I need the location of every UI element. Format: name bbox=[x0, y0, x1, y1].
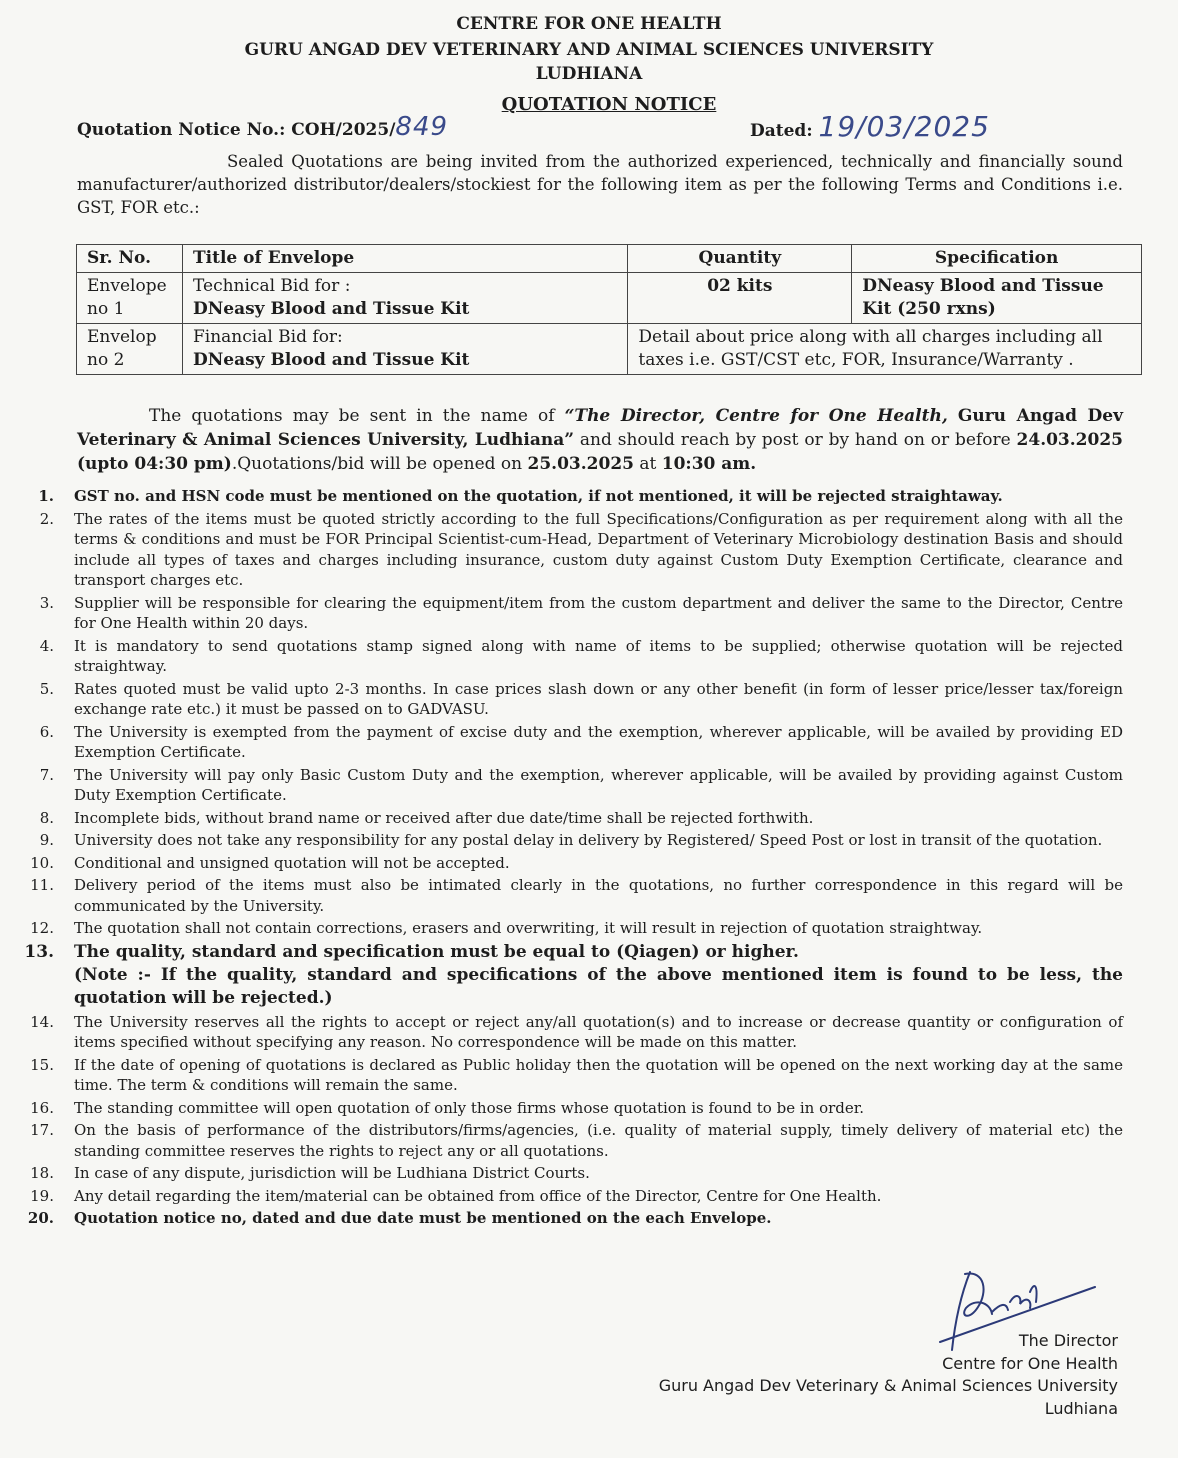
header-centre: CENTRE FOR ONE HEALTH bbox=[456, 14, 722, 34]
signatory-university: Guru Angad Dev Veterinary & Animal Sciences University bbox=[658, 1376, 1118, 1395]
terms-list bbox=[0, 486, 1123, 1231]
row2-title-prefix: Financial Bid for: bbox=[192, 327, 343, 347]
row1-specification: DNeasy Blood and Tissue Kit (250 rxns) bbox=[852, 273, 1142, 324]
para-opening-date: 25.03.2025 bbox=[527, 454, 634, 474]
para-addressee: “The Director, Centre for One Health, bbox=[564, 406, 948, 426]
list-item: 7. The University will pay only Basic Custom Duty and the exemption, wherever applicable, will be availed by providing against Custom Duty Exemption Certificate. bbox=[39, 765, 1123, 804]
list-item: 10. Conditional and unsigned quotation will not be accepted. bbox=[30, 853, 510, 872]
table-header-row bbox=[77, 245, 1142, 273]
list-item: 6. The University is exempted from the payment of excise duty and the exemption, wherever applicable, will be availed by providing ED Exemption Certificate. bbox=[39, 722, 1123, 761]
para-text: and should reach by post or by hand on or before bbox=[579, 430, 1011, 450]
notice-title: QUOTATION NOTICE bbox=[501, 94, 717, 115]
row1-title bbox=[182, 273, 627, 324]
list-item: 17. On the basis of performance of the distributors/firms/agencies, (i.e. quality of material supply, timely delivery of material etc) the standing committee reserves the rights to reject any or all quotations. bbox=[30, 1121, 1123, 1160]
list-item: 11. Delivery period of the items must also be intimated clearly in the quotations, no further correspondence in this regard will be communicated by the University. bbox=[30, 876, 1123, 915]
list-item: 8. Incomplete bids, without brand name or received after due date/time shall be rejected forthwith. bbox=[39, 808, 814, 827]
envelope-table bbox=[76, 244, 1142, 375]
para-opening-time: 10:30 am. bbox=[661, 454, 757, 474]
row2-title bbox=[182, 324, 627, 375]
list-item: 18. In case of any dispute, jurisdiction will be Ludhiana District Courts. bbox=[30, 1164, 590, 1182]
list-item: 3. Supplier will be responsible for clearing the equipment/item from the custom department and deliver the same to the Director, Centre for One Health within 20 days. bbox=[39, 593, 1123, 632]
row1-quantity: 02 kits bbox=[628, 273, 852, 324]
signature-block bbox=[659, 1330, 1118, 1420]
list-item: 16. The standing committee will open quotation of only those firms whose quotation is found to be in order. bbox=[30, 1098, 865, 1117]
signatory-city: Ludhiana bbox=[1044, 1398, 1118, 1418]
list-item: 9. University does not take any responsibility for any postal delay in delivery by Registered/ Speed Post or lost in transit of the quotation. bbox=[39, 831, 1103, 849]
signatory-title: The Director bbox=[1018, 1331, 1118, 1350]
para-university: Guru Angad Dev Veterinary & Animal Sciences University, Ludhiana” bbox=[77, 406, 1123, 450]
list-item: 12. The quotation shall not contain corrections, erasers and overwriting, it will result in rejection of quotation straightway. bbox=[30, 919, 983, 937]
para-text: at bbox=[639, 454, 657, 474]
list-item: 14. The University reserves all the rights to accept or reject any/all quotation(s) and to increase or decrease quantity or configuration of items specified without specifying any reason. No correspondence will be made on this matter. bbox=[30, 1012, 1123, 1051]
row1-title-item: DNeasy Blood and Tissue Kit bbox=[192, 299, 470, 319]
header-quantity: Quantity bbox=[628, 245, 852, 273]
signatory-centre: Centre for One Health bbox=[942, 1353, 1118, 1373]
notice-number bbox=[77, 112, 448, 142]
list-item: 4. It is mandatory to send quotations stamp signed along with name of items to be supplied; otherwise quotation will be rejected straightway. bbox=[39, 636, 1123, 675]
para-due-date: 24.03.2025 (upto 04:30 pm) bbox=[77, 430, 1123, 474]
notice-number-handwritten: 849 bbox=[395, 112, 449, 142]
table-row bbox=[77, 273, 1142, 324]
row2-detail: Detail about price along with all charges including all taxes i.e. GST/CST etc, FOR, Insurance/Warranty . bbox=[628, 324, 1142, 375]
header-title: Title of Envelope bbox=[182, 245, 627, 273]
row2-sr: Envelop no 2 bbox=[77, 324, 183, 375]
notice-number-label: Quotation Notice No.: COH/2025/ bbox=[77, 120, 396, 140]
notice-date bbox=[750, 110, 990, 143]
header-university: GURU ANGAD DEV VETERINARY AND ANIMAL SCIENCES UNIVERSITY bbox=[244, 40, 934, 60]
notice-date-label: Dated: bbox=[750, 121, 813, 141]
list-item: 1. GST no. and HSN code must be mentioned on the quotation, if not mentioned, it will be rejected straightaway. bbox=[38, 487, 1003, 505]
header-specification: Specification bbox=[852, 245, 1142, 273]
list-item: 2. The rates of the items must be quoted strictly according to the full Specifications/Configuration as per requirement along with all the terms & conditions and must be FOR Principal Scientist-cum-Head, Department of Veterinary Microbiology destination Basis and should include all types of taxes and charges including insurance, custom duty against Custom Duty Exemption Certificate, clearance and transport charges etc. bbox=[39, 509, 1123, 589]
row2-title-item: DNeasy Blood and Tissue Kit bbox=[192, 350, 470, 370]
notice-date-handwritten: 19/03/2025 bbox=[818, 110, 990, 143]
para-text: The quotations may be sent in the name of bbox=[149, 406, 555, 426]
quality-note: (Note :- If the quality, standard and specifications of the above mentioned item is found to be less, the quotation will be rejected.) bbox=[74, 964, 1123, 1008]
intro-paragraph: Sealed Quotations are being invited from the authorized experienced, technically and financially sound manufacturer/authorized distributor/dealers/stockiest for the following item as per the following Terms and Conditions i.e. GST, FOR etc.: bbox=[77, 152, 1123, 217]
header-city: LUDHIANA bbox=[535, 64, 643, 84]
list-item: 20. Quotation notice no, dated and due date must be mentioned on the each Envelope. bbox=[27, 1209, 772, 1227]
list-item: 5. Rates quoted must be valid upto 2-3 months. In case prices slash down or any other benefit (in form of lesser price/lesser tax/foreign exchange rate etc.) it must be passed on to GADVASU. bbox=[39, 679, 1123, 718]
list-item: 19. Any detail regarding the item/material can be obtained from office of the Director, Centre for One Health. bbox=[30, 1186, 882, 1205]
para-text: .Quotations/bid will be opened on bbox=[231, 454, 523, 474]
list-item: 13. The quality, standard and specification must be equal to (Qiagen) or higher. (Note :- If the quality, standard and specifications of the above mentioned item is found to be less, the quotation will be rejected.) bbox=[24, 941, 1123, 1008]
submission-paragraph bbox=[77, 404, 1123, 476]
table-row bbox=[77, 324, 1142, 375]
list-item: 15. If the date of opening of quotations is declared as Public holiday then the quotation will be opened on the next working day at the same time. The term & conditions will remain the same. bbox=[30, 1055, 1123, 1094]
row1-title-prefix: Technical Bid for : bbox=[192, 276, 351, 296]
header-sr-no: Sr. No. bbox=[77, 245, 183, 273]
row1-sr: Envelope no 1 bbox=[77, 273, 183, 324]
